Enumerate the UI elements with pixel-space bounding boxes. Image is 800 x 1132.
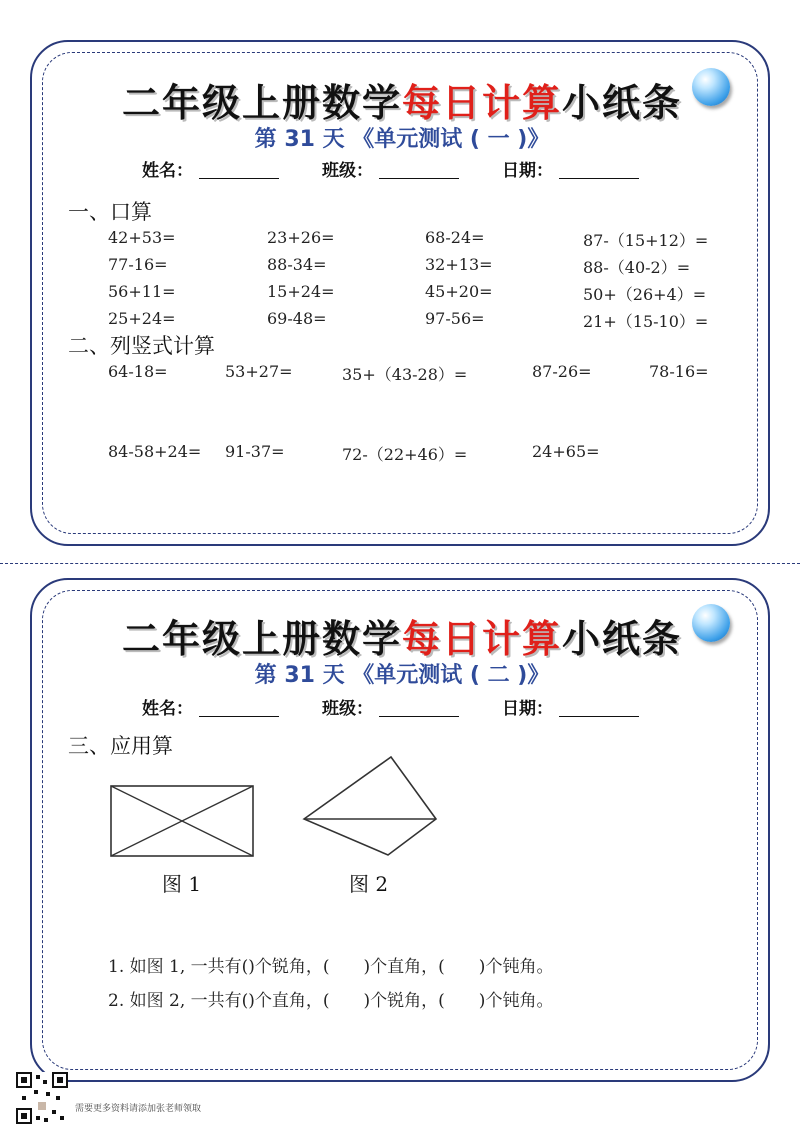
oral-expr: 88-（40-2）= <box>583 258 691 277</box>
date-blank[interactable] <box>559 716 639 717</box>
section-applied-calc-heading: 三、应用算 <box>68 734 173 758</box>
oral-expr: 56+11= <box>108 282 176 301</box>
oral-expr: 45+20= <box>425 282 493 301</box>
footer-note: 需要更多资料请添加张老师领取 <box>75 1104 202 1114</box>
date-label: 日期： <box>502 161 553 181</box>
class-label: 班级： <box>322 699 373 719</box>
title-highlight: 每日计算 <box>401 81 562 125</box>
oral-expr: 50+（26+4）= <box>583 285 707 304</box>
vertical-expr: 64-18= <box>108 362 168 381</box>
figure-2-outline <box>304 757 436 855</box>
oral-expr: 77-16= <box>108 255 168 274</box>
worksheet-card-1 <box>30 40 770 546</box>
oral-expr: 15+24= <box>267 282 335 301</box>
class-field <box>322 156 459 181</box>
section-oral-calc-heading: 一、口算 <box>68 200 152 224</box>
oral-expr: 69-48= <box>267 309 327 328</box>
figure-1-rectangle-diagonals <box>110 785 254 857</box>
vertical-expr: 72-（22+46）= <box>342 445 468 464</box>
title-text-end: 小纸条 <box>562 617 683 661</box>
oral-expr: 97-56= <box>425 309 485 328</box>
vertical-expr: 84-58+24= <box>108 442 202 461</box>
worksheet-title <box>32 72 772 127</box>
decorative-ball-icon <box>692 604 730 642</box>
class-label: 班级： <box>322 161 373 181</box>
title-highlight: 每日计算 <box>401 617 562 661</box>
qr-code-icon <box>16 1072 68 1124</box>
class-blank[interactable] <box>379 178 459 179</box>
vertical-expr: 87-26= <box>532 362 592 381</box>
vertical-expr: 35+（43-28）= <box>342 365 468 384</box>
worksheet-subtitle: 第 31 天 《单元测试 ( 二 )》 <box>254 663 550 688</box>
oral-expr: 23+26= <box>267 228 335 247</box>
oral-expr: 87-（15+12）= <box>583 231 709 250</box>
worksheet-title <box>32 608 772 663</box>
oral-expr: 42+53= <box>108 228 176 247</box>
name-field <box>142 156 279 181</box>
date-field <box>502 156 639 181</box>
vertical-expr: 24+65= <box>532 442 600 461</box>
figure-1-label: 图 1 <box>162 872 202 896</box>
vertical-expr: 78-16= <box>649 362 709 381</box>
name-blank[interactable] <box>199 178 279 179</box>
name-field <box>142 694 279 719</box>
oral-expr: 32+13= <box>425 255 493 274</box>
class-field <box>322 694 459 719</box>
class-blank[interactable] <box>379 716 459 717</box>
name-blank[interactable] <box>199 716 279 717</box>
vertical-expr: 53+27= <box>225 362 293 381</box>
oral-expr: 68-24= <box>425 228 485 247</box>
oral-expr: 21+（15-10）= <box>583 312 709 331</box>
oral-expr: 88-34= <box>267 255 327 274</box>
worksheet-subtitle: 第 31 天 《单元测试 ( 一 )》 <box>254 127 550 152</box>
worksheet-card-2 <box>30 578 770 1082</box>
section-vertical-calc-heading: 二、列竖式计算 <box>68 334 215 358</box>
date-field <box>502 694 639 719</box>
date-label: 日期： <box>502 699 553 719</box>
decorative-ball-icon <box>692 68 730 106</box>
figure-2-label: 图 2 <box>349 872 389 896</box>
name-label: 姓名： <box>142 161 193 181</box>
title-text: 二年级上册数学 <box>121 617 402 661</box>
title-text-end: 小纸条 <box>562 81 683 125</box>
question-2: 2. 如图 2, 一共有()个直角，( )个锐角，( )个钝角。 <box>108 991 554 1011</box>
oral-expr: 25+24= <box>108 309 176 328</box>
vertical-expr: 91-37= <box>225 442 285 461</box>
cut-line-divider <box>0 563 800 564</box>
question-1: 1. 如图 1, 一共有()个锐角，( )个直角，( )个钝角。 <box>108 957 554 977</box>
title-text: 二年级上册数学 <box>121 81 402 125</box>
name-label: 姓名： <box>142 699 193 719</box>
date-blank[interactable] <box>559 178 639 179</box>
figure-2-quadrilateral <box>302 755 438 857</box>
